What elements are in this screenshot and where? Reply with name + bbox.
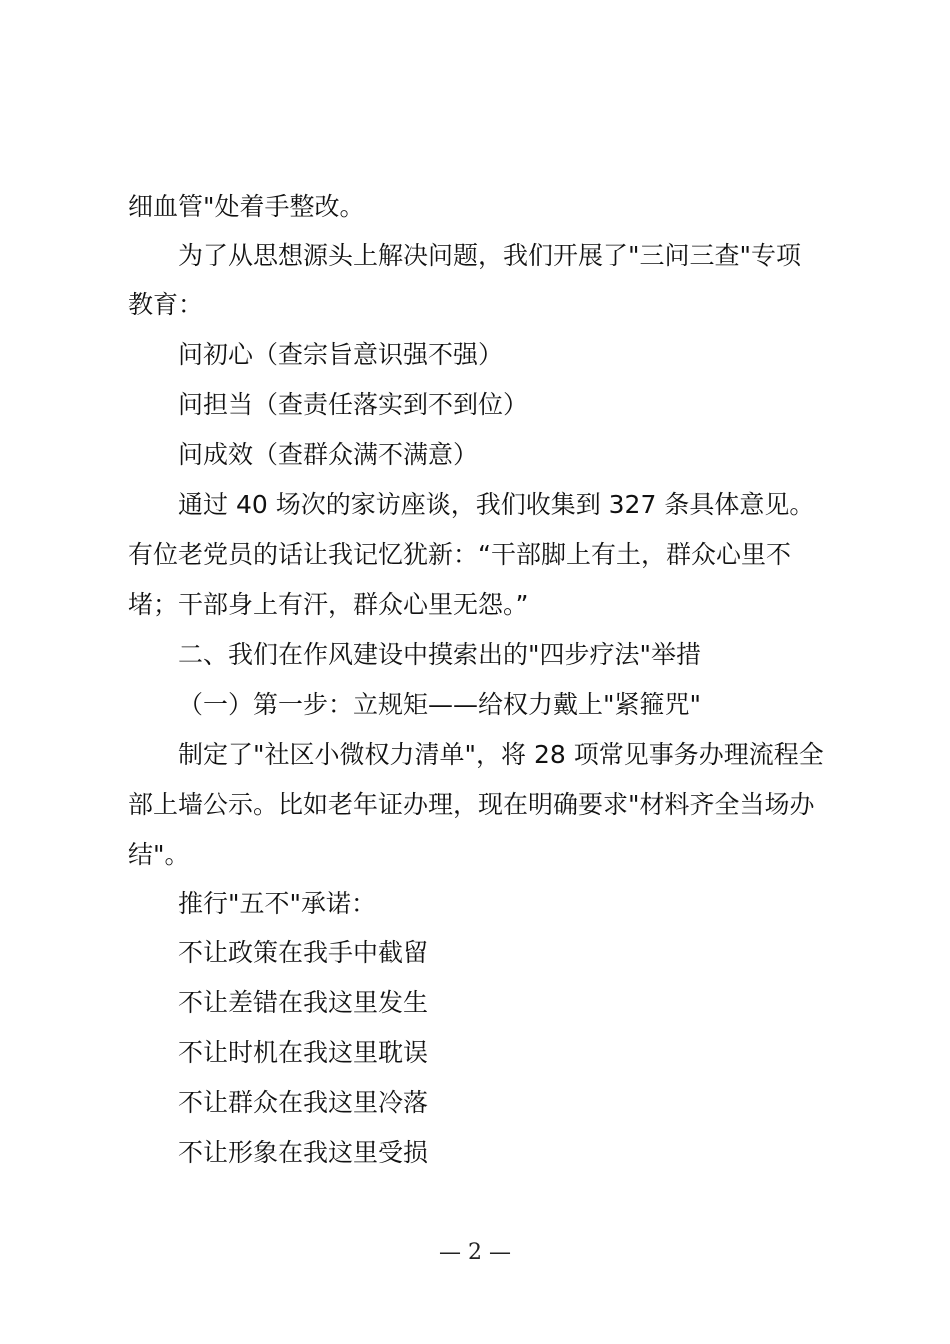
list-item: 问担当（查责任落实到不到位） xyxy=(178,390,529,419)
list-item: 不让政策在我手中截留 xyxy=(178,938,429,967)
body-text-line: 有位老党员的话让我记忆犹新：“干部脚上有土，群众心里不 xyxy=(128,540,791,569)
body-text-line: 堵；干部身上有汗，群众心里无怨。” xyxy=(128,590,529,619)
body-text-line: 细血管"处着手整改。 xyxy=(128,192,365,221)
list-item: 不让时机在我这里耽误 xyxy=(178,1038,429,1067)
list-item: 问初心（查宗旨意识强不强） xyxy=(178,340,504,369)
list-item: 不让形象在我这里受损 xyxy=(178,1138,429,1167)
body-text-line: 为了从思想源头上解决问题，我们开展了"三问三查"专项 xyxy=(178,241,802,270)
body-text-line: 推行"五不"承诺： xyxy=(178,889,376,918)
subsection-heading: （一）第一步：立规矩——给权力戴上"紧箍咒" xyxy=(178,690,701,719)
list-item: 不让群众在我这里冷落 xyxy=(178,1088,429,1117)
list-item: 问成效（查群众满不满意） xyxy=(178,440,479,469)
body-text-line: 制定了"社区小微权力清单"，将 28 项常见事务办理流程全 xyxy=(178,740,824,769)
body-text-line: 部上墙公示。比如老年证办理，现在明确要求"材料齐全当场办 xyxy=(128,790,815,819)
section-heading: 二、我们在作风建设中摸索出的"四步疗法"举措 xyxy=(178,640,701,669)
body-text-line: 通过 40 场次的家访座谈，我们收集到 327 条具体意见。 xyxy=(178,490,815,519)
page-number: — 2 — xyxy=(439,1240,511,1265)
body-text-line: 教育： xyxy=(128,290,204,319)
list-item: 不让差错在我这里发生 xyxy=(178,988,429,1017)
body-text-line: 结"。 xyxy=(128,840,190,869)
